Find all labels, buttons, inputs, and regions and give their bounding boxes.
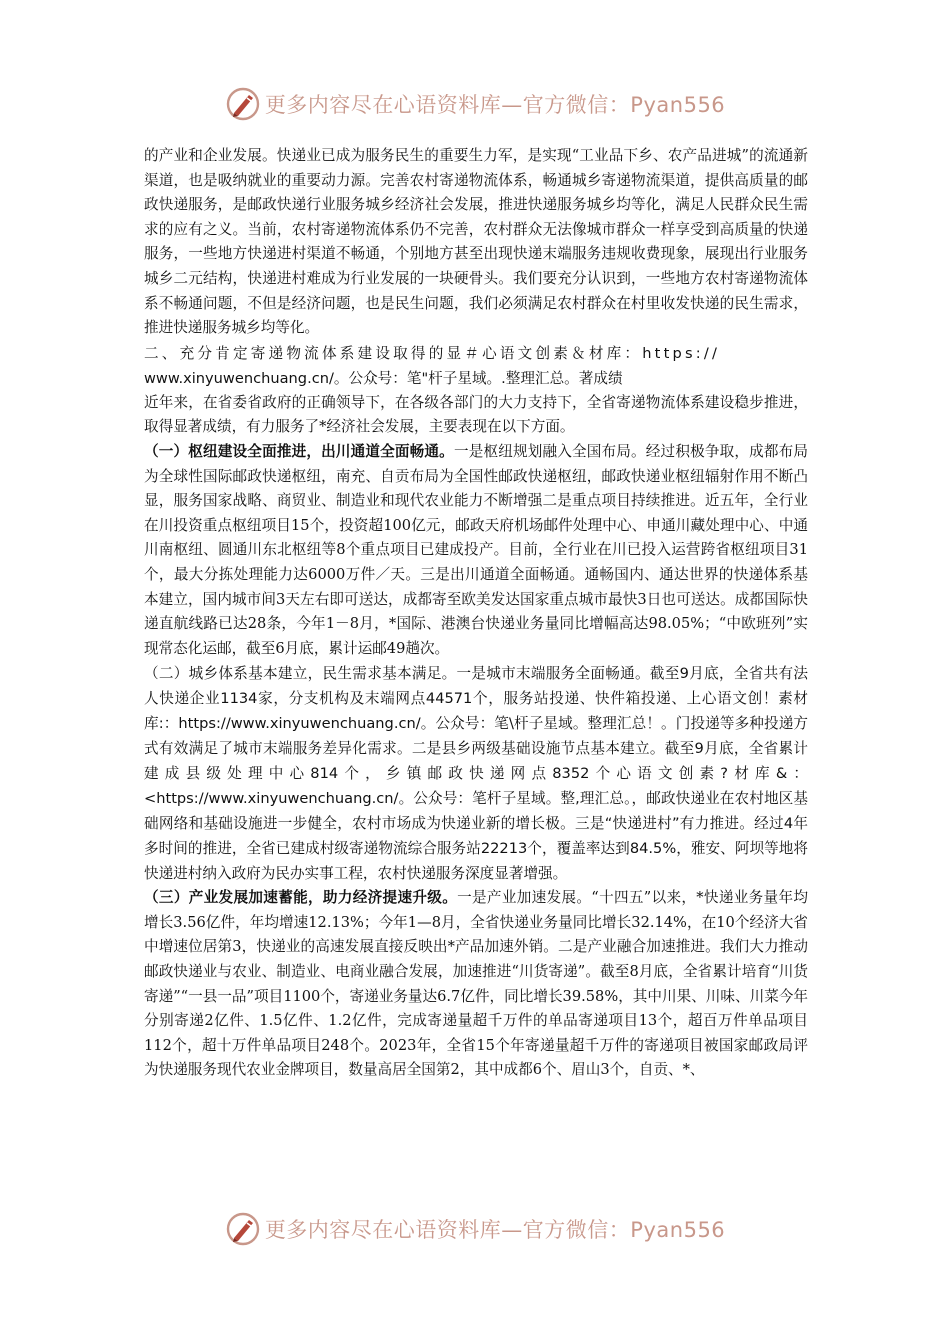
paragraph: 的产业和企业发展。快递业已成为服务民生的重要生力军，是实现“工业品下乡、农产品进城”的流通新渠道，也是吸纳就业的重要动力源。完善农村寄递物流体系，畅通城乡寄递物流渠道，提供高质量的邮政快递服务，是邮政快递行业服务城乡经济社会发展，推进快递服务城乡均等化，满足人民群众民生需求的应有之义。当前，农村寄递物流体系仍不完善，农村群众无法像城市群众一样享受到高质量的快递服务，一些地方快递进村渠道不畅通，个别地方甚至出现快递末端服务违规收费现象，展现出行业服务城乡二元结构，快递进村难成为行业发展的一块硬骨头。我们要充分认识到，一些地方农村寄递物流体系不畅通问题，不但是经济问题，也是民生问题，我们必须满足农村群众在村里收发快递的民生需求，推进快递服务城乡均等化。 xyxy=(144,147,808,337)
document-body xyxy=(144,144,808,1083)
footer-banner xyxy=(0,1209,950,1249)
paragraph-text: 一是城市末端服务全面畅通。截至9月底，全省共有法人快递企业1134家，分支机构及末端网点44571个，服务站投递、快件箱投递、上心语文创！素材库:：https://www.xinyuwenchuang.cn/。公众号：笔\杆子星域。整理汇总！。门投递等多种投递方式有效满足了城市末端服务差异化需求。二是县乡两级基础设施节点基本建立。截至9月底，全省累计建成县级处理中心814个，乡镇邮政快递网点8352个心语文创素?材库&：<https://www.xinyuwenchuang.cn/。公众号：笔杆子星域。整,理汇总。，邮政快递业在农村地区基础网络和基础设施进一步健全，农村市场成为快递业新的增长极。三是“快递进村”有力推进。经过4年多时间的推进，全省已建成村级寄递物流综合服务站22213个，覆盖率达到84.5%，雅安、阿坝等地将快递进村纳入政府为民办实事工程，农村快递服务深度显著增强。 xyxy=(144,665,808,883)
banner-text: 更多内容尽在心语资料库—官方微信：Pyan556 xyxy=(264,93,726,117)
section-heading-line-2: www.xinyuwenchuang.cn/。公众号：笔"杆子星域。.整理汇总。著成绩 xyxy=(144,369,623,387)
subheading: （一）枢纽建设全面推进，出川通道全面畅通。 xyxy=(144,442,454,460)
paragraph xyxy=(144,440,808,661)
pen-logo-icon xyxy=(225,86,261,122)
paragraph-text: 一是枢纽规划融入全国布局。经过积极争取，成都布局为全球性国际邮政快递枢纽，南充、自贡布局为全国性邮政快递枢纽，邮政快递业枢纽辐射作用不断凸显，服务国家战略、商贸业、制造业和现代农业能力不断增强二是重点项目持续推进。近五年，全行业在川投资重点枢纽项目15个，投资超100亿元，邮政天府机场邮件处理中心、申通川藏处理中心、中通川南枢纽、圆通川东北枢纽等8个重点项目已建成投产。目前，全行业在川已投入运营跨省枢纽项目31个，最大分拣处理能力达6000万件／天。三是出川通道全面畅通。通畅国内、通达世界的快递体系基本建立，国内城市间3天左右即可送达，成都寄至欧美发达国家重点城市最快3日也可送达。成都国际快递直航线路已达28条，今年1－8月，*国际、港澳台快递业务量同比增幅高达98.05%；“中欧班列”实现常态化运邮，截至6月底，累计运邮49趟次。 xyxy=(144,442,808,657)
subheading: （三）产业发展加速蓄能，助力经济提速升级。 xyxy=(144,889,458,907)
paragraph: 近年来，在省委省政府的正确领导下，在各级各部门的大力支持下，全省寄递物流体系建设稳步推进，取得显著成绩，有力服务了*经济社会发展，主要表现在以下方面。 xyxy=(144,393,808,436)
banner-text: 更多内容尽在心语资料库—官方微信：Pyan556 xyxy=(264,1218,726,1242)
paragraph-text: 一是产业加速发展。“十四五”以来，*快递业务量年均增长3.56亿件，年均增速12.13%；今年1—8月，全省快递业务量同比增长32.14%，在10个经济大省中增速位居第3，快递业的高速发展直接反映出*产品加速外销。二是产业融合加速推进。我们大力推动邮政快递业与农业、制造业、电商业融合发展，加速推进“川货寄递”。截至8月底，全省累计培育“川货寄递”“一县一品”项目1100个，寄递业务量达6.7亿件，同比增长39.58%，其中川果、川味、川菜今年分别寄递2亿件、1.5亿件、1.2亿件，完成寄递量超千万件的单品寄递项目13个，超百万件单品项目112个，超十万件单品项目248个。2023年，全省15个年寄递量超千万件的寄递项目被国家邮政局评为快递服务现代农业金牌项目，数量高居全国第2，其中成都6个、眉山3个，自贡、*、 xyxy=(144,889,808,1079)
paragraph xyxy=(144,886,808,1083)
section-heading-line-1: 二、充分肯定寄递物流体系建设取得的显＃心语文创素＆材库：https:// xyxy=(144,344,721,362)
pen-logo-icon xyxy=(225,1211,261,1247)
section-heading xyxy=(144,341,808,391)
paragraph xyxy=(144,661,808,886)
header-banner xyxy=(0,84,950,124)
subheading: （二）城乡体系基本建立，民生需求基本满足。 xyxy=(144,665,457,683)
